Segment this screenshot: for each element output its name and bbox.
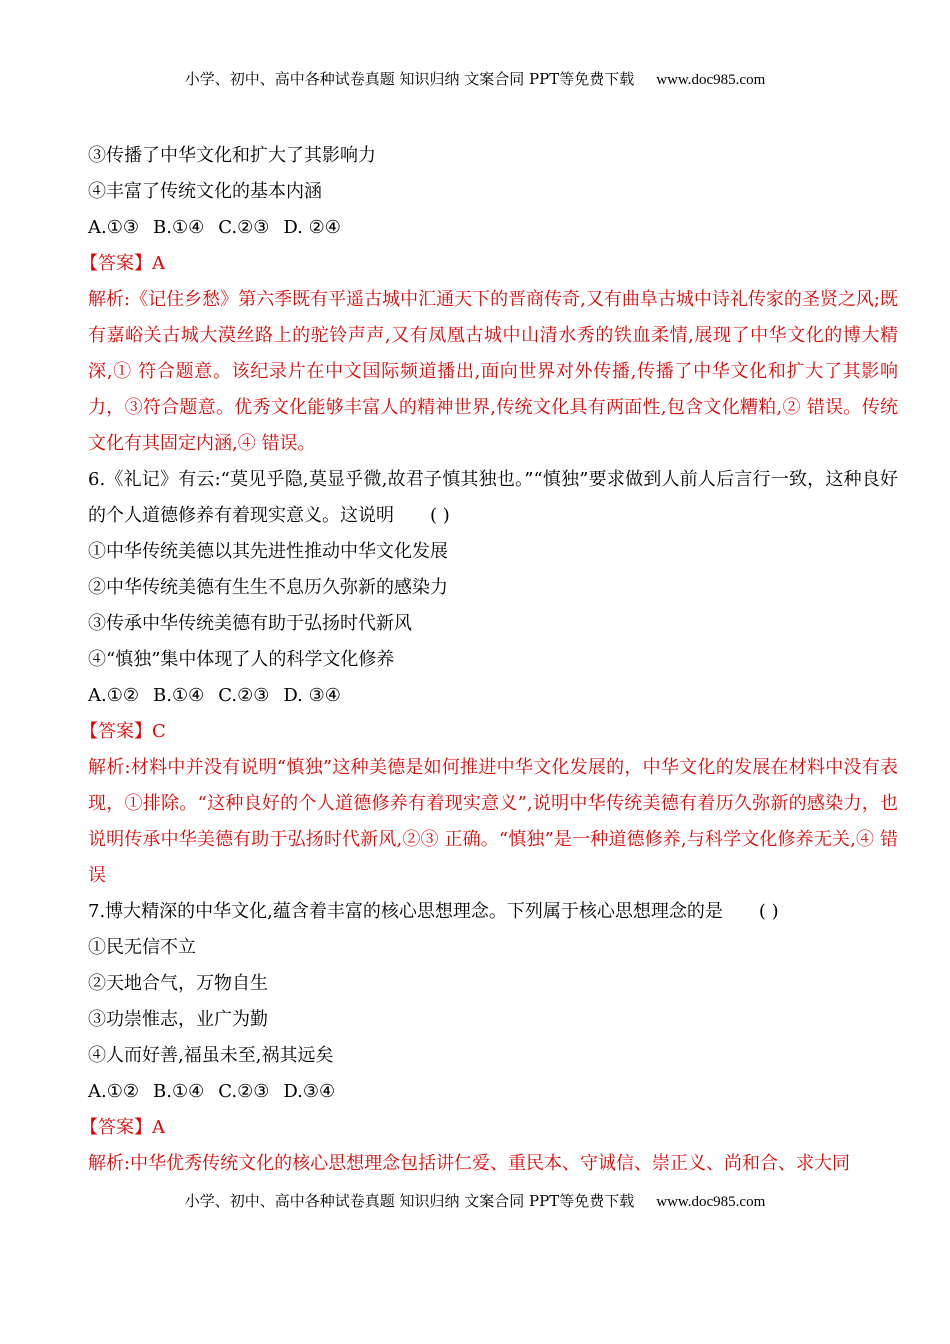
q7-choices	[88, 1074, 898, 1110]
q7-stem: 7.博大精深的中华文化,蕴含着丰富的核心思想理念。下列属于核心思想理念的是 ( )	[88, 901, 779, 922]
q7-choice-c: C.②③	[218, 1081, 270, 1102]
footer-text: 小学、初中、高中各种试卷真题 知识归纳 文案合同 PPT等免费下载	[184, 1192, 635, 1210]
page-header	[0, 68, 950, 89]
q7-analysis: 解析:中华优秀传统文化的核心思想理念包括讲仁爱、重民本、守诚信、崇正义、尚和合、求大同	[88, 1153, 851, 1174]
q6-option-4: ④“慎独”集中体现了人的科学文化修养	[88, 649, 395, 670]
q5-option-4: ④丰富了传统文化的基本内涵	[88, 181, 322, 202]
q7-choice-a: A.①②	[88, 1081, 139, 1102]
q6-choice-a: A.①②	[88, 685, 139, 706]
q6-choice-b: B.①④	[153, 685, 205, 706]
page-footer	[0, 1190, 950, 1211]
header-text: 小学、初中、高中各种试卷真题 知识归纳 文案合同 PPT等免费下载	[184, 70, 635, 88]
header-site: www.doc985.com	[656, 72, 766, 88]
q7-choice-d: D.③④	[283, 1081, 336, 1102]
q6-option-1: ①中华传统美德以其先进性推动中华文化发展	[88, 541, 448, 562]
q5-analysis: 解析:《记住乡愁》第六季既有平遥古城中汇通天下的晋商传奇,又有曲阜古城中诗礼传家的圣贤之风;既有嘉峪关古城大漠丝路上的驼铃声声,又有凤凰古城中山清水秀的铁血柔情,展现了中华文化的博大精深,① 符合题意。该纪录片在中文国际频道播出,面向世界对外传播,传播了中华文化和扩大了其影响力，③符合题意。优秀文化能够丰富人的精神世界,传统文化具有两面性,包含文化糟粕,② 错误。传统文化有其固定内涵,④ 错误。	[88, 289, 898, 454]
q5-choice-d: D. ②④	[283, 217, 341, 238]
q6-stem: 6.《礼记》有云:“莫见乎隐,莫显乎微,故君子慎其独也。”“慎独”要求做到人前人后言行一致，这种良好的个人道德修养有着现实意义。这说明 ( )	[88, 469, 898, 526]
q5-choice-c: C.②③	[218, 217, 270, 238]
q5-answer: 【答案】A	[80, 253, 165, 274]
q7-option-4: ④人而好善,福虽未至,祸其远矣	[88, 1045, 334, 1066]
q6-option-3: ③传承中华传统美德有助于弘扬时代新风	[88, 613, 412, 634]
footer-site: www.doc985.com	[656, 1194, 766, 1210]
q6-analysis: 解析:材料中并没有说明“慎独”这种美德是如何推进中华文化发展的，中华文化的发展在材料中没有表现，①排除。“这种良好的个人道德修养有着现实意义”,说明中华传统美德有着历久弥新的感染力，也说明传承中华美德有助于弘扬时代新风,②③ 正确。“慎独”是一种道德修养,与科学文化修养无关,④ 错误	[88, 757, 898, 886]
q6-choice-d: D. ③④	[283, 685, 341, 706]
q5-choice-b: B.①④	[153, 217, 205, 238]
document-body	[80, 138, 898, 1182]
q6-answer: 【答案】C	[80, 721, 166, 742]
q7-answer: 【答案】A	[80, 1117, 165, 1138]
q5-choices	[88, 210, 898, 246]
q7-option-1: ①民无信不立	[88, 937, 196, 958]
q5-choice-a: A.①③	[88, 217, 139, 238]
q6-choices	[88, 678, 898, 714]
q6-option-2: ②中华传统美德有生生不息历久弥新的感染力	[88, 577, 448, 598]
q7-option-3: ③功崇惟志，业广为勤	[88, 1009, 268, 1030]
q7-choice-b: B.①④	[153, 1081, 205, 1102]
q5-option-3: ③传播了中华文化和扩大了其影响力	[88, 145, 376, 166]
q6-choice-c: C.②③	[218, 685, 270, 706]
q7-option-2: ②天地合气，万物自生	[88, 973, 268, 994]
